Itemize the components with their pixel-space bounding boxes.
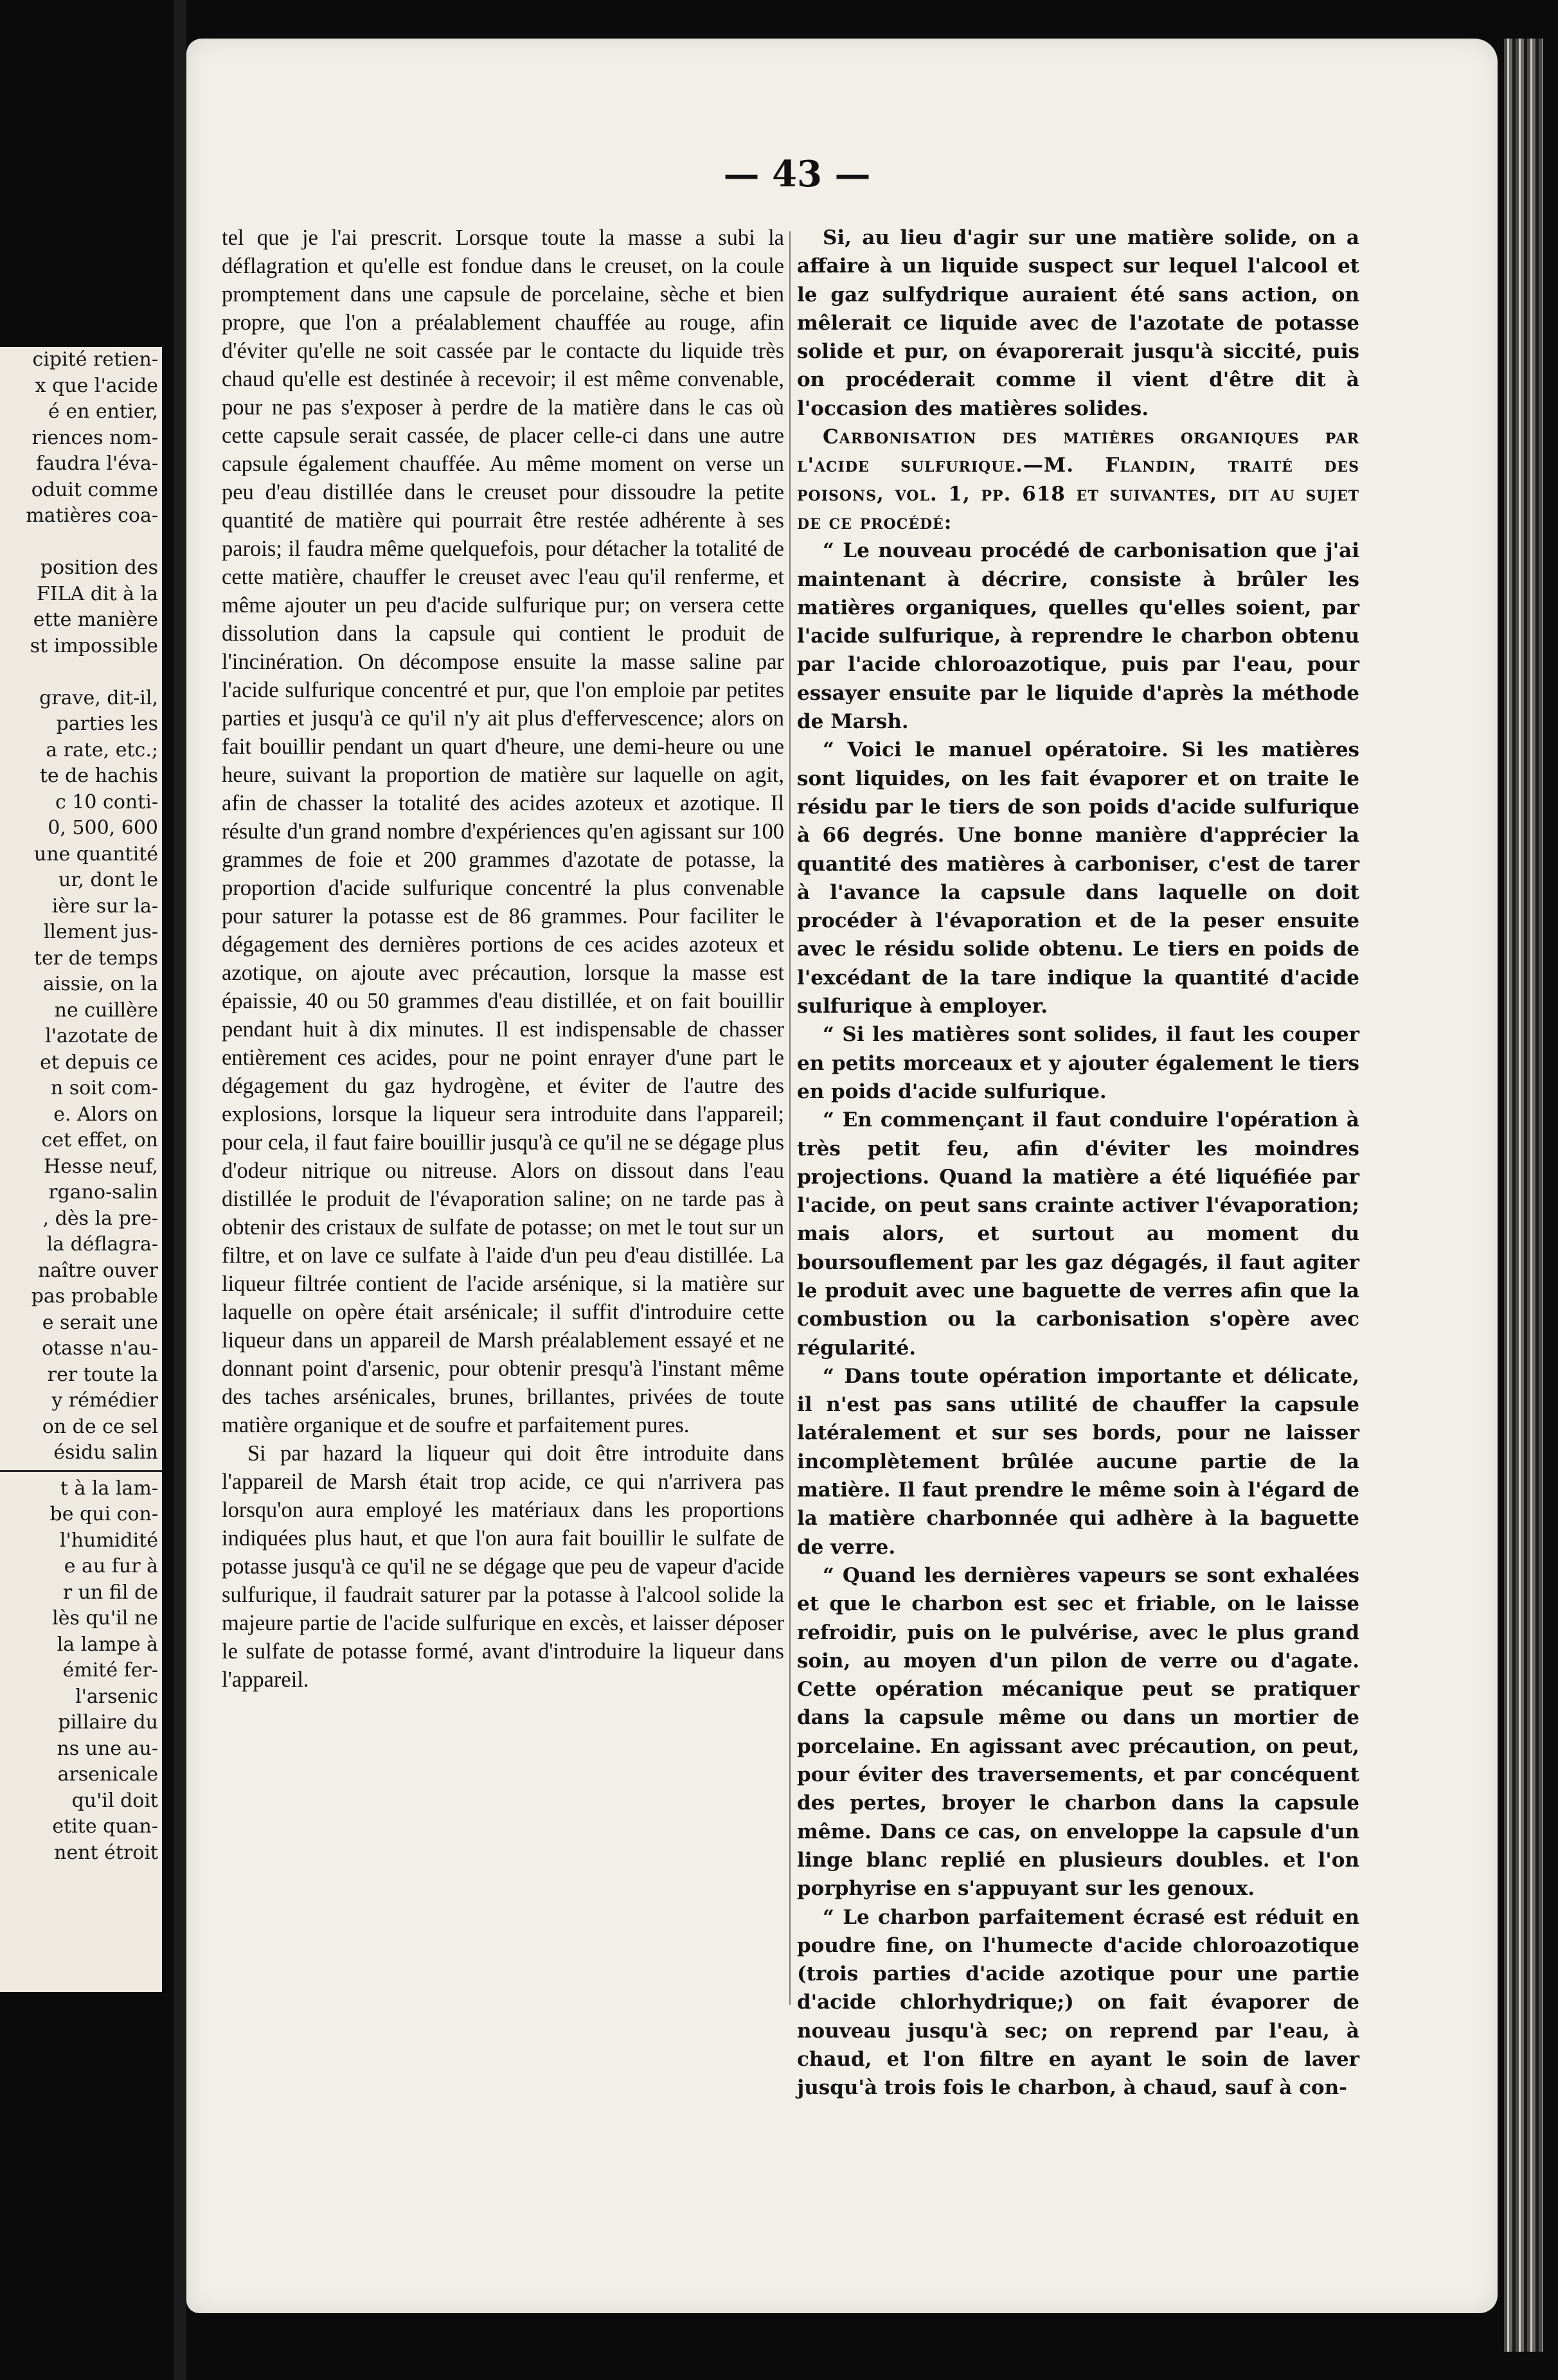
fragment-line: ur, dont le xyxy=(58,869,158,891)
fragment-line: naître ouver xyxy=(38,1259,158,1282)
fragment-line: arsenicale xyxy=(57,1763,158,1786)
fragment-line: t à la lam- xyxy=(60,1477,158,1500)
fragment-line: ne cuillère xyxy=(54,999,158,1022)
fragment-line: ière sur la- xyxy=(51,894,158,918)
fragment-line: FILA dit à la xyxy=(36,582,158,605)
fragment-line: pas probable xyxy=(31,1285,158,1308)
fragment-line: a rate, etc.; xyxy=(46,738,158,761)
right-paragraph-9: “ Le charbon parfaitement écrasé est réduit en poudre fine, on l'humecte d'acide chloroazotique (trois parties d'acide azotique pour une partie d'acide chlorhydrique;) on fait évaporer de nouveau jusqu'à sec; on reprend par l'eau, à chaud, et l'on filtre en ayant le soin de laver jusqu'à trois fois le charbon, à chaud, sauf à con- xyxy=(797,1905,1359,2100)
fragment-line: lès qu'il ne xyxy=(52,1607,158,1630)
fragment-line: be qui con- xyxy=(49,1503,158,1525)
fragment-line: Hesse neuf, xyxy=(44,1155,158,1178)
fragment-line: la lampe à xyxy=(57,1633,158,1656)
fragment-line: rer toute la xyxy=(47,1363,158,1386)
fragment-line: l'humidité xyxy=(59,1529,158,1552)
left-paragraph-1: tel que je l'ai prescrit. Lorsque toute la masse a subi la déflagration et qu'elle est fondue dans le creuset, on la coule promptement dans une capsule de porcelaine, sèche et bien propre, que l'on a préalablement chauffée au rouge, afin d'éviter qu'elle ne soit cassée par le contacte du liquide très chaud qu'elle est destinée à recevoir; il est même convenable, pour ne pas s'exposer à perdre de la matière dans le cas où cette capsule serait cassée, de placer celle-ci dans une autre capsule également chauffée. Au même moment on verse un peu d'eau distillée dans le creuset pour dissoudre la petite quantité de matière qui pourrait être restée adhérente à ses parois; il faudra même quelquefois, pour détacher la totalité de cette matière, chauffer le creuset avec l'eau qu'il renferme, et même ajouter un peu d'acide sulfurique pur; on versera cette dissolution dans la capsule qui contient le produit de l'incinération. On décompose ensuite la masse saline par l'acide sulfurique concentré et pur, que l'on emploie par petites parties et jusqu'à ce qu'il n'y ait plus d'effervescence; alors on fait bouillir pendant un quart d'heure, une demi-heure ou une heure, suivant la proportion de matière sur laquelle on agit, afin de chasser la totalité des acides azoteux et azotique. Il résulte d'un grand nombre d'expériences qu'en agissant sur 100 grammes de foie et 200 grammes d'azotate de potasse, la proportion d'acide sulfurique concentré la plus convenable pour saturer la potasse est de 86 grammes. Pour faciliter le dégagement des dernières portions de ces acides azoteux et azotique, on ajoute avec précaution, lorsque la masse est épaissie, 40 ou 50 grammes d'eau distillée, et on fait bouillir pendant huit à dix minutes. Il est indispensable de chasser entièrement ces acides, pour ne point enrayer d'une part le dégagement du gaz hydrogène, et éviter de l'autre des explosions, lorsque la liqueur sera introduite dans l'appareil; pour cela, il faut faire bouillir jusqu'à ce qu'il ne se dégage plus d'odeur nitrique ou nitreuse. Alors on dissout dans l'eau distillée le produit de l'évaporation saline; on ne tarde pas à obtenir des cristaux de sulfate de potasse; on met le tout sur un filtre, et on lave ce sulfate à l'aide d'un peu d'eau distillée. La liqueur filtrée contient de l'acide arsénique, si la matière sur laquelle on opère était arsénicale; il suffit d'introduire cette liqueur dans un appareil de Marsh préalablement essayé et ne donnant point d'arsenic, pour obtenir presqu'à l'instant même des taches arsénicales, brunes, brillantes, privées de toute matière organique et de soufre et parfaitement pures. xyxy=(222,226,784,1437)
section-heading-carbonisation: Carbonisation des matières organiques par l'acide sulfurique.—M. Flandin, traité des poisons, vol. 1, pp. 618 et suivantes, dit au sujet de ce procédé: xyxy=(797,425,1359,534)
column-divider xyxy=(789,231,791,2005)
fragment-line: riences nom- xyxy=(31,426,158,449)
fragment-line: grave, dit-il, xyxy=(39,686,158,709)
fragment-line: x que l'acide xyxy=(35,374,158,397)
fragment-line: parties les xyxy=(56,713,158,735)
right-column xyxy=(797,224,1359,2102)
fragment-line: position des xyxy=(40,556,158,579)
right-paragraph-8: “ Quand les dernières vapeurs se sont exhalées et que le charbon est sec et friable, on le laisse refroidir, puis on le pulvérise, avec le plus grand soin, au moyen d'un pilon de verre ou d'agate. Cette opération mécanique peut se pratiquer dans la capsule même ou dans un mortier de porcelaine. En agissant avec précaution, on peut, pour éviter des traversements, et par concéquent des pertes, broyer le charbon dans la capsule même. Dans ce cas, on enveloppe la capsule d'un linge blanc replié en plusieurs doubles. et l'on porphyrise en s'appuyant sur les genoux. xyxy=(797,1563,1359,1901)
fragment-line: oduit comme xyxy=(31,478,158,501)
fragment-line: la déflagra- xyxy=(46,1233,158,1256)
page-number: — 43 — xyxy=(723,153,871,195)
right-paragraph-3: “ Le nouveau procédé de carbonisation que j'ai maintenant à décrire, consiste à brûler les matières organiques, quelles qu'elles soient, par l'acide sulfurique, à reprendre le charbon obtenu par l'acide chloroazotique, puis par l'eau, pour essayer ensuite par le liquide d'après la méthode de Marsh. xyxy=(797,539,1359,734)
fragment-line: une quantité xyxy=(33,842,158,866)
right-paragraph-5: “ Si les matières sont solides, il faut les couper en petits morceaux et y ajouter également le tiers en poids d'acide sulfurique. xyxy=(797,1023,1359,1103)
previous-page-fragment xyxy=(0,347,162,1992)
fragment-line: e. Alors on xyxy=(53,1103,158,1126)
fragment-line: 0, 500, 600 xyxy=(48,817,158,839)
right-paragraph-4: “ Voici le manuel opératoire. Si les matières sont liquides, on les fait évaporer et on traite le résidu par le tiers de son poids d'acide sulfurique à 66 degrés. Une bonne manière d'apprécier la quantité des matières à carboniser, c'est de tarer à l'avance la capsule dans laquelle on doit procéder à l'évaporation et de la peser ensuite avec le résidu solide obtenu. Le tiers en poids de l'excédant de la tare indique la quantité d'acide sulfurique à employer. xyxy=(797,738,1359,1018)
fragment-line: l'azotate de xyxy=(45,1025,158,1047)
fragment-line: cipité retien- xyxy=(32,348,158,371)
fragment-line: on de ce sel xyxy=(42,1415,158,1438)
fragment-line: st impossible xyxy=(30,634,158,657)
fragment-line xyxy=(0,529,162,556)
binding-gutter xyxy=(174,0,186,2380)
fragment-line: faudra l'éva- xyxy=(36,452,158,475)
fragment-line: ter de temps xyxy=(33,946,158,970)
fragment-line: cet effet, on xyxy=(41,1129,158,1151)
fragment-line: ésidu salin xyxy=(53,1441,158,1464)
fragment-line xyxy=(0,659,162,686)
page-stack-edge xyxy=(1504,39,1543,2352)
fragment-line: c 10 conti- xyxy=(55,790,158,813)
fragment-line: e serait une xyxy=(42,1311,158,1334)
fragment-line: é en entier, xyxy=(48,400,158,423)
fragment-line: y rémédier xyxy=(51,1389,158,1412)
fragment-line: , dès la pre- xyxy=(42,1207,158,1230)
fragment-line: qu'il doit xyxy=(71,1789,158,1812)
fragment-line: émité fer- xyxy=(62,1659,158,1682)
fragment-line: rgano-salin xyxy=(48,1181,158,1203)
fragment-line: n soit com- xyxy=(51,1077,158,1099)
fragment-line: nent étroit xyxy=(54,1841,158,1864)
right-paragraph-6: “ En commençant il faut conduire l'opération à très petit feu, afin d'éviter les moindres projections. Quand la matière a été liquéfiée par l'acide, on peut sans crainte activer l'évaporation; mais alors, et surtout au moment du boursouflement par les gaz dégagés, il faut agiter le produit avec une baguette de verres afin que la combustion ou la carbonisation s'opère avec régularité. xyxy=(797,1108,1359,1360)
fragment-line: matières coa- xyxy=(26,504,158,527)
left-column xyxy=(222,224,784,1694)
fragment-line: ette manière xyxy=(33,608,158,631)
fragment-line: otasse n'au- xyxy=(42,1337,158,1360)
fragment-line: et depuis ce xyxy=(40,1051,158,1074)
fragment-line: llement jus- xyxy=(43,921,158,943)
fragment-line: ns une au- xyxy=(57,1737,158,1760)
fragment-line: e au fur à xyxy=(64,1555,158,1577)
fragment-line: l'arsenic xyxy=(75,1685,158,1708)
fragment-line: etite quan- xyxy=(52,1815,158,1838)
right-paragraph-1: Si, au lieu d'agir sur une matière solide, on a affaire à un liquide suspect sur lequel l'alcool et le gaz sulfydrique auraient été sans action, on mêlerait ce liquide avec de l'azotate de potasse solide et pur, on évaporerait jusqu'à siccité, puis on procéderait comme il vient d'être dit à l'occasion des matières solides. xyxy=(797,226,1359,420)
fragment-line: te de hachis xyxy=(39,765,158,787)
fragment-line: pillaire du xyxy=(58,1711,158,1734)
left-paragraph-2: Si par hazard la liqueur qui doit être introduite dans l'appareil de Marsh était trop acide, ce qui n'arrivera pas lorsqu'on aura employé les matériaux dans les proportions indiquées plus haut, et que l'on aura fait bouillir le sulfate de potasse jusqu'à ce qu'il ne se dégage que peu de vapeur d'acide sulfurique, il faudrait saturer par la potasse à l'alcool solide la majeure partie de l'acide sulfurique en excès, et laisser déposer le sulfate de potasse formé, avant d'introduire la liqueur dans l'appareil. xyxy=(222,1441,784,1692)
right-paragraph-7: “ Dans toute opération importante et délicate, il n'est pas sans utilité de chauffer la capsule latéralement et sur ses bords, pour ne laisser incomplètement brûlée aucune partie de la matière. Il faut prendre le même soin à l'égard de la matière charbonnée qui adhère à la baguette de verre. xyxy=(797,1364,1359,1559)
fragment-rule xyxy=(0,1470,162,1472)
fragment-line: r un fil de xyxy=(62,1581,158,1604)
fragment-line: aissie, on la xyxy=(42,973,158,995)
